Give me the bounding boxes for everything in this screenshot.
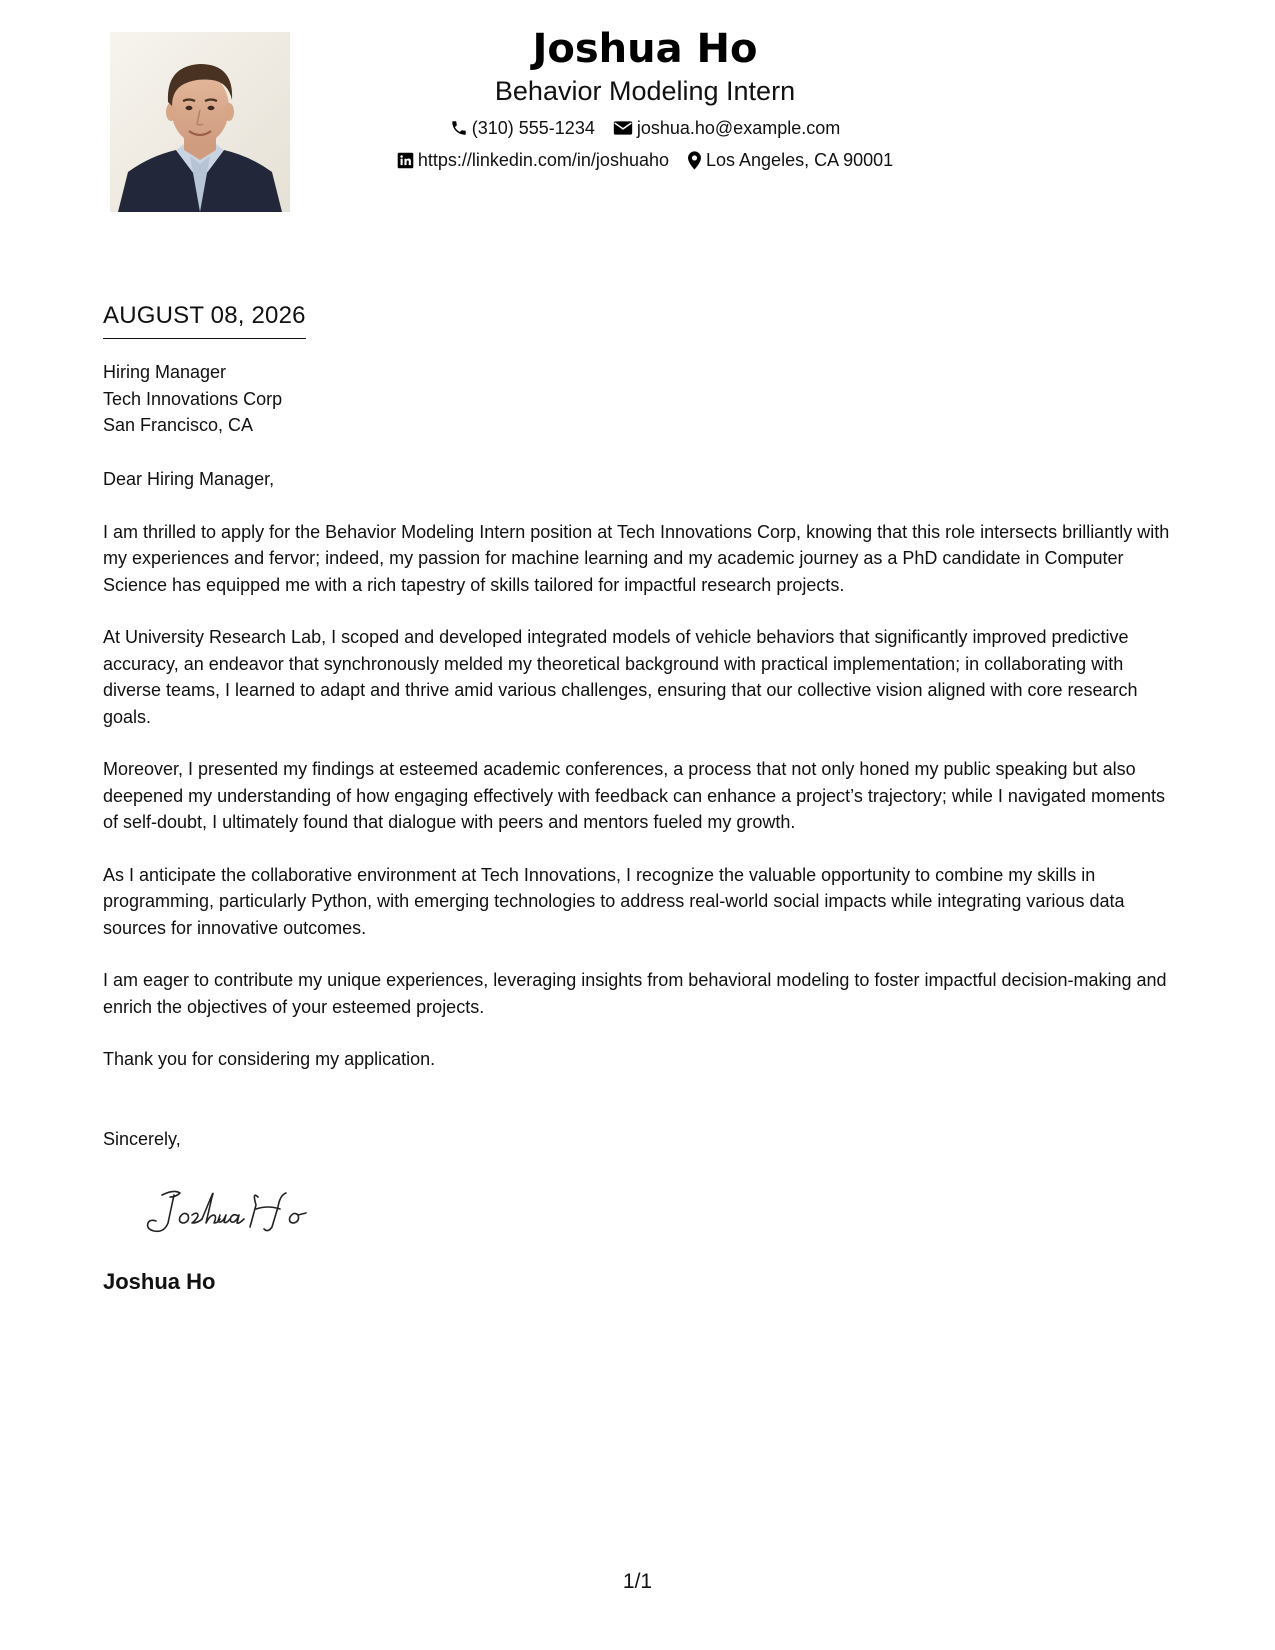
contact-line-primary xyxy=(320,116,970,140)
contact-line-secondary xyxy=(320,148,970,172)
body-paragraph: I am thrilled to apply for the Behavior Modeling Intern position at Tech Innovations Corp, knowing that this role intersects brilliantly with my experiences and fervor; indeed, my passion for machine learning and my academic journey as a PhD candidate in Computer Science has equipped me with a rich tapestry of skills tailored for impactful research projects. xyxy=(103,521,1170,595)
envelope-icon xyxy=(613,120,633,136)
location-text: Los Angeles, CA 90001 xyxy=(706,150,894,170)
recipient-line: San Francisco, CA xyxy=(103,415,254,435)
contact-location xyxy=(687,148,893,172)
contact-email[interactable] xyxy=(613,116,840,140)
closing-line: Sincerely, xyxy=(103,1129,181,1149)
profile-photo xyxy=(110,32,290,212)
handwritten-signature xyxy=(140,1183,330,1243)
body-paragraph: As I anticipate the collaborative environment at Tech Innovations, I recognize the valuable opportunity to combine my skills in programming, particularly Python, with emerging technologies to address real-world social impacts while integrating various data sources for innovative outcomes. xyxy=(103,864,1125,938)
body-paragraph: Thank you for considering my application. xyxy=(103,1049,436,1069)
email-address: joshua.ho@example.com xyxy=(636,118,841,138)
signer-name: Joshua Ho xyxy=(103,1269,216,1294)
body-paragraph: At University Research Lab, I scoped and developed integrated models of vehicle behaviors that significantly improved predictive accuracy, an endeavor that synchronously melded my theoretical background with practical implementation; in collaborating with diverse teams, I learned to adapt and thrive amid various challenges, ensuring that our collective vision aligned with core research goals. xyxy=(103,627,1138,727)
applicant-name: Joshua Ho xyxy=(532,26,758,72)
linkedin-url: https://linkedin.com/in/joshuaho xyxy=(417,150,669,170)
phone-icon xyxy=(450,119,468,137)
contact-phone[interactable] xyxy=(450,116,595,140)
salutation: Dear Hiring Manager, xyxy=(103,469,275,489)
linkedin-icon xyxy=(397,152,414,169)
body-paragraph: I am eager to contribute my unique experiences, leveraging insights from behavioral modeling to foster impactful decision-making and enrich the objectives of your esteemed projects. xyxy=(103,970,1167,1017)
letter-header xyxy=(320,24,970,172)
letter-date: AUGUST 08, 2026 xyxy=(103,300,306,339)
contact-linkedin[interactable] xyxy=(397,148,669,172)
map-pin-icon xyxy=(687,151,702,170)
body-paragraph: Moreover, I presented my findings at esteemed academic conferences, a process that not only honed my public speaking but also deepened my understanding of how engaging effectively with feedback can enhance a project’s trajectory; while I navigated moments of self-doubt, I ultimately found that dialogue with peers and mentors fueled my growth. xyxy=(103,759,1165,832)
applicant-title: Behavior Modeling Intern xyxy=(494,76,796,106)
phone-number: (310) 555-1234 xyxy=(471,118,595,138)
recipient-address xyxy=(103,359,282,439)
page-number: 1/1 xyxy=(622,1570,653,1593)
recipient-line: Tech Innovations Corp xyxy=(103,388,283,409)
recipient-line: Hiring Manager xyxy=(103,362,227,382)
letter-body xyxy=(103,466,1183,1099)
